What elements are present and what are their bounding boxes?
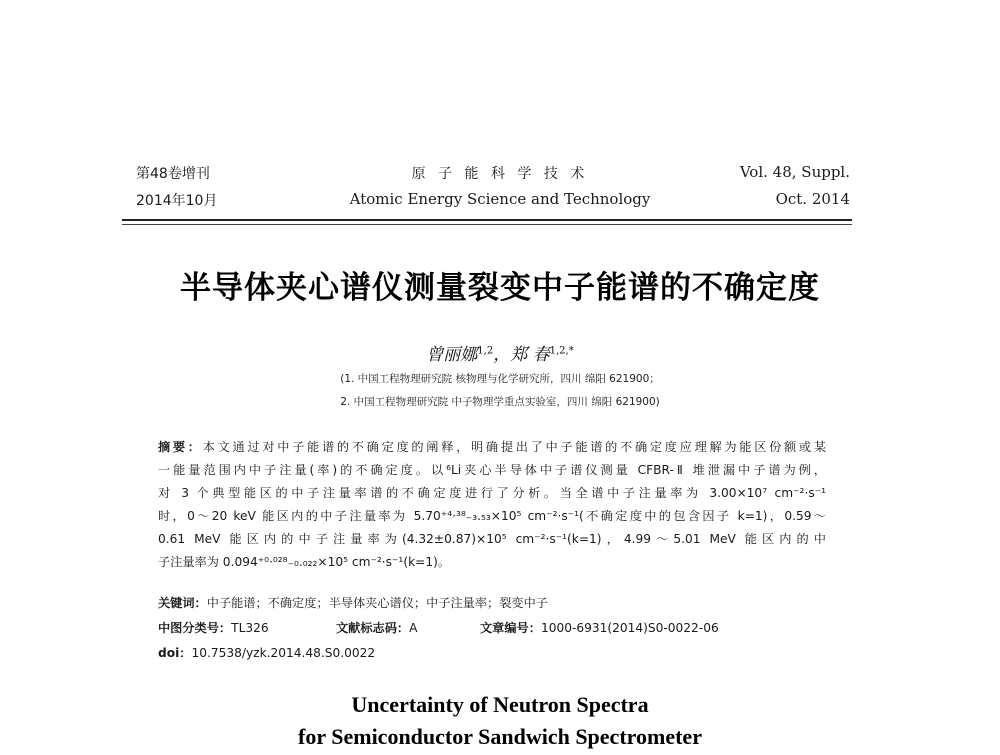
- author-name: 郑 春: [510, 345, 550, 365]
- abstract-line: 对 3 个典型能区的中子注量率谱的不确定度进行了分析。当全谱中子注量率为 3.00×10⁷ cm⁻²·s⁻¹: [158, 486, 826, 500]
- volume-label-en: Vol. 48, Suppl.: [739, 163, 850, 181]
- doi-line: [158, 644, 375, 661]
- date-label-en: Oct. 2014: [775, 190, 850, 208]
- abstract-line: [158, 436, 826, 459]
- abstract-line: 时，0～20 keV 能区内的中子注量率为 5.70⁺⁴·³⁸₋₃.₅₃×10⁵ cm⁻²·s⁻¹(不确定度中的包含因子 k=1)，0.59～: [158, 509, 826, 523]
- header-rule-thin: [122, 224, 852, 225]
- document-code-value: A: [409, 621, 418, 635]
- journal-name-cn: 原 子 能 科 学 技 术: [411, 166, 589, 182]
- paper-title-cn: 半导体夹心谱仪测量裂变中子能谱的不确定度: [180, 270, 820, 306]
- paper-title-en-line1: Uncertainty of Neutron Spectra: [351, 692, 649, 717]
- author-list: [0, 340, 1000, 365]
- doi-value: 10.7538/yzk.2014.48.S0.0022: [191, 646, 376, 660]
- header-rule-thick: [122, 219, 852, 221]
- clc-number: [158, 619, 269, 636]
- clc-label: 中图分类号：: [158, 621, 232, 635]
- abstract-line: 子注量率为 0.094⁺⁰·⁰²⁸₋₀.₀₂₂×10⁵ cm⁻²·s⁻¹(k=1)。: [158, 555, 451, 569]
- abstract-text: 本文通过对中子能谱的不确定度的阐释，明确提出了中子能谱的不确定度应理解为能区份额或某: [202, 440, 826, 454]
- abstract-label: 摘要：: [158, 440, 203, 454]
- journal-name-en: Atomic Energy Science and Technology: [349, 190, 651, 208]
- document-code: [336, 619, 417, 636]
- article-number-value: 1000-6931(2014)S0-0022-06: [540, 621, 719, 635]
- affiliation-line: (1. 中国工程物理研究院 核物理与化学研究所，四川 绵阳 621900；: [340, 373, 660, 385]
- author-separator: ，: [493, 345, 511, 365]
- author-affil-marker: 1,2,*: [549, 345, 574, 357]
- abstract-line: 0.61 MeV 能区内的中子注量率为(4.32±0.87)×10⁵ cm⁻²·s⁻¹(k=1)，4.99～5.01 MeV 能区内的中: [158, 532, 826, 546]
- abstract-line: 一能量范围内中子注量(率)的不确定度。以⁶Li夹心半导体中子谱仪测量 CFBR-Ⅱ 堆泄漏中子谱为例，: [158, 463, 826, 477]
- affiliation-line: 2. 中国工程物理研究院 中子物理学重点实验室，四川 绵阳 621900): [340, 396, 660, 408]
- article-number: [480, 619, 719, 636]
- paper-title-en-line2: for Semiconductor Sandwich Spectrometer: [298, 724, 702, 749]
- author-affil-marker: 1,2: [477, 345, 494, 357]
- date-label-cn: 2014年10月: [136, 193, 218, 209]
- keywords-line: [158, 594, 548, 611]
- article-number-label: 文章编号：: [480, 621, 541, 635]
- keywords-text: 中子能谱；不确定度；半导体夹心谱仪；中子注量率；裂变中子: [206, 596, 548, 610]
- author-name: 曾丽娜: [426, 345, 478, 365]
- document-code-label: 文献标志码：: [336, 621, 410, 635]
- abstract-block: [158, 436, 826, 574]
- volume-label-cn: 第48卷增刊: [136, 166, 210, 182]
- doi-label: doi：: [158, 646, 192, 660]
- keywords-label: 关键词：: [158, 596, 207, 610]
- clc-value: TL326: [231, 621, 269, 635]
